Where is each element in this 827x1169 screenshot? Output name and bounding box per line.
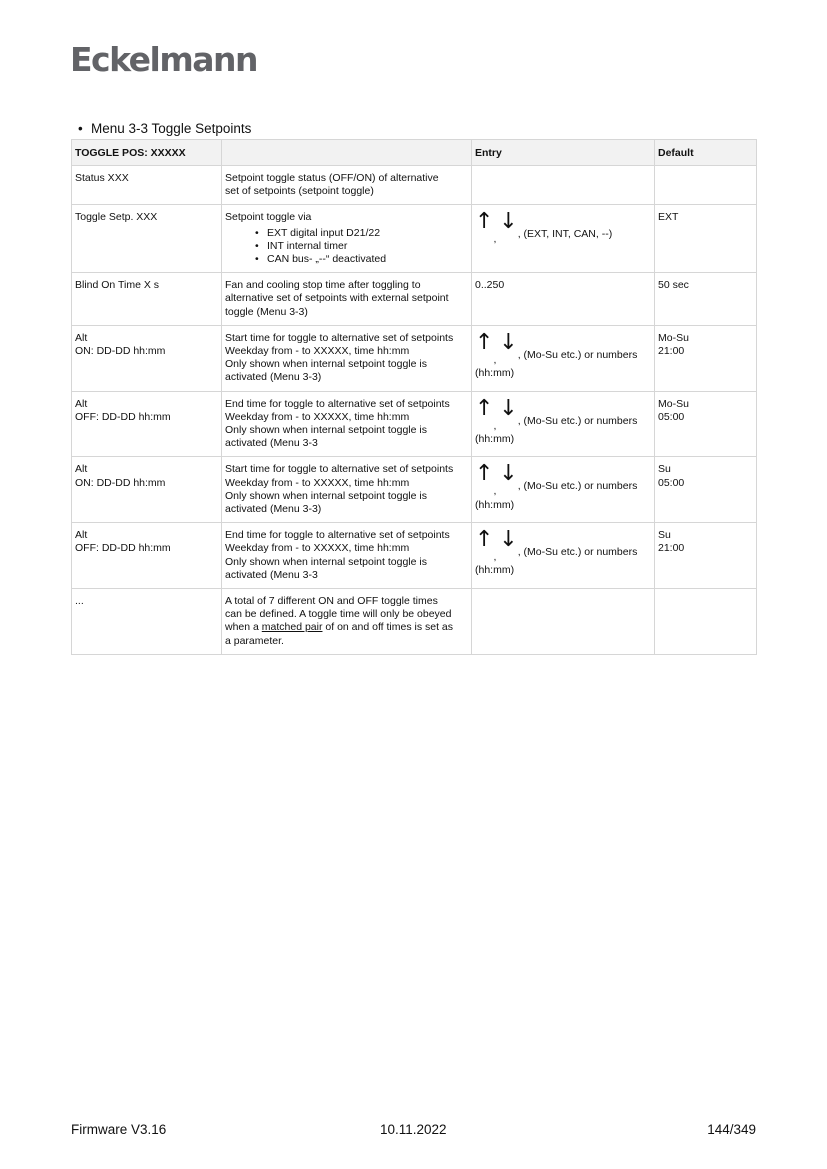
- desc-line: activated (Menu 3-3: [225, 568, 318, 581]
- arrow-down-icon: ↓: [499, 329, 518, 355]
- arrow-down-icon: ↓: [499, 461, 518, 487]
- desc-line: activated (Menu 3-3): [225, 503, 322, 516]
- default-cell: [655, 166, 757, 205]
- desc-line: can be defined. A toggle time will only be obeyed: [225, 608, 452, 621]
- param-name: Alt: [75, 397, 88, 410]
- table-row: [72, 166, 757, 205]
- section-heading: [78, 121, 251, 136]
- company-logo: Eckelmann: [70, 40, 257, 79]
- desc-text: of on and off times is set as: [322, 621, 454, 634]
- table-row: [72, 325, 757, 391]
- desc-cell: [222, 391, 472, 457]
- desc-cell: [222, 589, 472, 655]
- param-name: ON: DD-DD hh:mm: [75, 345, 166, 358]
- default-cell: [655, 391, 757, 457]
- entry-text: , (Mo-Su etc.) or numbers: [517, 480, 638, 493]
- param-name: Alt: [75, 331, 88, 344]
- footer-date: 10.11.2022: [380, 1122, 447, 1137]
- desc-line: [225, 621, 468, 634]
- desc-line: Start time for toggle to alternative set of setpoints: [225, 463, 454, 476]
- default-cell: [655, 205, 757, 273]
- desc-line: Only shown when internal setpoint toggle is: [225, 424, 427, 437]
- arrow-up-icon: ↑: [475, 527, 494, 553]
- default-cell: [655, 273, 757, 326]
- arrow-down-icon: ↓: [499, 209, 518, 235]
- default-cell: [655, 457, 757, 523]
- section-title: Menu 3-3 Toggle Setpoints: [91, 121, 252, 136]
- desc-line: End time for toggle to alternative set of setpoints: [225, 529, 450, 542]
- desc-line: set of setpoints (setpoint toggle): [225, 185, 374, 198]
- param-name: Toggle Setp. XXX: [75, 211, 158, 224]
- arrow-up-icon: ↑: [475, 395, 494, 421]
- desc-line: Only shown when internal setpoint toggle is: [225, 555, 427, 568]
- desc-line: Start time for toggle to alternative set of setpoints: [225, 331, 454, 344]
- table-header-row: [72, 140, 757, 166]
- header-cell: Default: [655, 140, 757, 166]
- desc-line: Fan and cooling stop time after toggling to: [225, 279, 421, 292]
- desc-line: Weekday from - to XXXXX, time hh:mm: [225, 476, 410, 489]
- table-row: [72, 523, 757, 589]
- default-value: Su: [658, 529, 671, 542]
- arrow-separator: ,: [493, 233, 497, 246]
- table-row: [72, 273, 757, 326]
- default-value: Mo-Su: [658, 331, 689, 344]
- desc-line: End time for toggle to alternative set of setpoints: [225, 397, 450, 410]
- desc-cell: [222, 325, 472, 391]
- desc-line: toggle (Menu 3-3): [225, 305, 308, 318]
- entry-text: , (Mo-Su etc.) or numbers: [517, 546, 638, 559]
- param-name: OFF: DD-DD hh:mm: [75, 410, 171, 423]
- list-item: • CAN bus- „--“ deactivated: [225, 253, 468, 266]
- arrow-down-icon: ↓: [499, 395, 518, 421]
- default-value: 05:00: [658, 476, 685, 489]
- footer-page-number: 144/349: [707, 1122, 756, 1137]
- param-name: Alt: [75, 463, 88, 476]
- toggle-setpoints-table: [71, 139, 757, 655]
- entry-cell: [472, 325, 655, 391]
- param-name: Blind On Time X s: [75, 279, 160, 292]
- arrow-separator: ,: [493, 353, 497, 366]
- param-cell: [72, 523, 222, 589]
- table-row: [72, 589, 757, 655]
- footer-firmware: Firmware V3.16: [71, 1122, 167, 1137]
- entry-cell: [472, 205, 655, 273]
- default-value: 21:00: [658, 345, 685, 358]
- entry-text: , (Mo-Su etc.) or numbers: [517, 414, 638, 427]
- table-row: [72, 391, 757, 457]
- desc-line: activated (Menu 3-3): [225, 371, 322, 384]
- param-cell: [72, 205, 222, 273]
- default-cell: [655, 589, 757, 655]
- desc-line: Weekday from - to XXXXX, time hh:mm: [225, 410, 410, 423]
- desc-line: a parameter.: [225, 634, 284, 647]
- matched-pair-term: matched pair: [261, 621, 323, 634]
- entry-cell: [472, 391, 655, 457]
- param-name: Status XXX: [75, 172, 129, 184]
- header-cell: Entry: [472, 140, 655, 166]
- entry-cell: 0..250: [472, 273, 655, 326]
- param-cell: [72, 273, 222, 326]
- desc-line: activated (Menu 3-3: [225, 437, 318, 450]
- default-cell: [655, 325, 757, 391]
- arrow-up-icon: ↑: [475, 209, 494, 235]
- arrow-up-icon: ↑: [475, 461, 494, 487]
- desc-line: A total of 7 different ON and OFF toggle times: [225, 595, 438, 608]
- default-value: 21:00: [658, 542, 685, 555]
- arrow-separator: ,: [493, 551, 497, 564]
- desc-line: Only shown when internal setpoint toggle is: [225, 489, 427, 502]
- desc-line: Setpoint toggle status (OFF/ON) of alternative: [225, 172, 439, 184]
- entry-text: , (EXT, INT, CAN, --): [517, 228, 613, 241]
- entry-cell: [472, 166, 655, 205]
- entry-cell: [472, 589, 655, 655]
- param-cell: [72, 325, 222, 391]
- param-name: Alt: [75, 529, 88, 542]
- table-row: [72, 457, 757, 523]
- desc-cell: [222, 523, 472, 589]
- desc-cell: [222, 457, 472, 523]
- desc-cell: [222, 205, 472, 273]
- desc-text: when a: [225, 621, 262, 634]
- entry-text: (hh:mm): [475, 564, 515, 577]
- desc-line: Setpoint toggle via: [225, 211, 312, 224]
- default-value: Su: [658, 463, 671, 476]
- desc-line: alternative set of setpoints with external setpoint: [225, 292, 449, 305]
- default-value: Mo-Su: [658, 397, 689, 410]
- param-name: OFF: DD-DD hh:mm: [75, 542, 171, 555]
- param-cell: [72, 391, 222, 457]
- param-cell: [72, 589, 222, 655]
- header-cell: [222, 140, 472, 166]
- default-value: 05:00: [658, 410, 685, 423]
- default-value: EXT: [658, 211, 679, 224]
- desc-line: Weekday from - to XXXXX, time hh:mm: [225, 542, 410, 555]
- default-value: 50 sec: [658, 279, 689, 292]
- arrow-separator: ,: [493, 419, 497, 432]
- header-cell: TOGGLE POS: XXXXX: [72, 140, 222, 166]
- arrow-up-icon: ↑: [475, 329, 494, 355]
- entry-cell: [472, 523, 655, 589]
- list-item: • INT internal timer: [225, 240, 468, 253]
- param-cell: [72, 166, 222, 205]
- desc-cell: [222, 166, 472, 205]
- list-item: • EXT digital input D21/22: [225, 227, 468, 240]
- arrow-down-icon: ↓: [499, 527, 518, 553]
- param-name: ...: [75, 595, 84, 608]
- entry-text: (hh:mm): [475, 432, 515, 445]
- param-cell: [72, 457, 222, 523]
- entry-text: (hh:mm): [475, 498, 515, 511]
- default-cell: [655, 523, 757, 589]
- param-name: ON: DD-DD hh:mm: [75, 476, 166, 489]
- entry-cell: [472, 457, 655, 523]
- bullet: •: [78, 121, 83, 136]
- entry-text: (hh:mm): [475, 367, 515, 380]
- desc-cell: [222, 273, 472, 326]
- desc-line: Weekday from - to XXXXX, time hh:mm: [225, 345, 410, 358]
- entry-text: , (Mo-Su etc.) or numbers: [517, 348, 638, 361]
- arrow-separator: ,: [493, 485, 497, 498]
- table-row: [72, 205, 757, 273]
- option-list: [225, 227, 468, 267]
- desc-line: Only shown when internal setpoint toggle is: [225, 358, 427, 371]
